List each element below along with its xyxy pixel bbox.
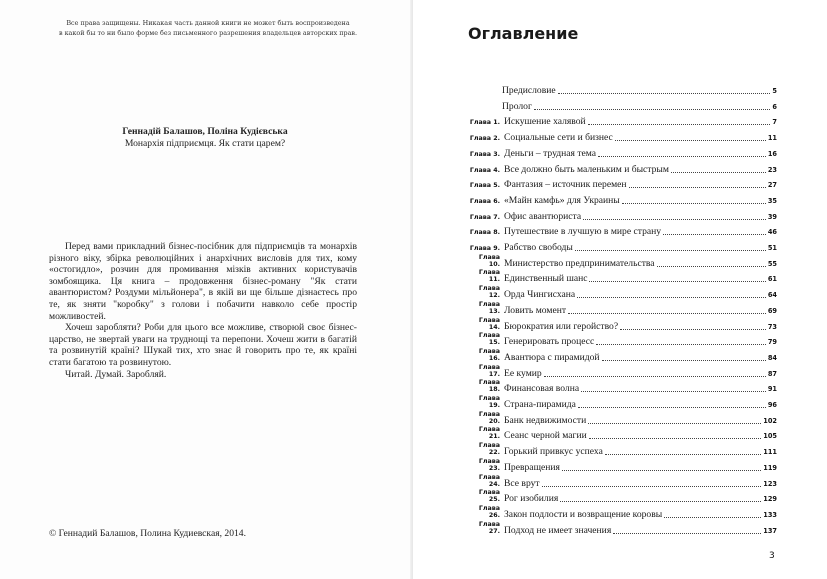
annotation-paragraph: Перед вами прикладний бізнес-посібник для підприємців та монархів різного віку, збірка революційних і анархічних висловів для тих, кому «остогидло», розчин для промивання мізків активних користувачів зомбоящика. Ця книга – продовження бізнес-роману "Як стати авантюристом? Роздуми мільйонера", в якій ви ще більше дізнаєтесь про те, як зняти "коробку" з голови і побачити навколо себе простір можливостей. bbox=[49, 241, 357, 322]
toc-entry[interactable] bbox=[466, 223, 777, 237]
toc-leader bbox=[581, 391, 766, 392]
rights-line: Все права защищены. Никакая часть данной книги не может быть воспроизведена bbox=[66, 19, 350, 27]
toc-title: Пролог bbox=[502, 100, 532, 112]
toc-leader bbox=[588, 124, 771, 125]
toc-page-number: 119 bbox=[763, 463, 777, 472]
toc-leader bbox=[562, 470, 761, 471]
toc-entry[interactable] bbox=[466, 239, 777, 253]
toc-page-number: 102 bbox=[763, 416, 777, 425]
toc-entry[interactable] bbox=[466, 475, 777, 489]
toc-entry[interactable] bbox=[466, 161, 777, 175]
toc-entry[interactable] bbox=[466, 255, 777, 269]
toc-page-number: 39 bbox=[767, 212, 777, 221]
toc-title: Единственный шанс bbox=[504, 273, 588, 285]
toc-page-number: 7 bbox=[772, 118, 777, 127]
toc-title: Закон подлости и возвращение коровы bbox=[504, 508, 663, 520]
rights-line: в какой бы то ни было форме без письменного разрешения владельцев авторских прав. bbox=[58, 29, 358, 37]
toc-leader bbox=[596, 344, 766, 345]
toc-title: Фантазия – источник перемен bbox=[504, 179, 627, 191]
toc-entry[interactable] bbox=[466, 82, 777, 96]
book-title: Монархія підприємця. Як стати царем? bbox=[124, 138, 286, 149]
toc-leader bbox=[568, 313, 766, 314]
toc-chapter-number: Глава 14. bbox=[478, 316, 500, 331]
toc-page-number: 61 bbox=[767, 275, 777, 284]
toc-title: Искушение халявой bbox=[504, 116, 586, 128]
toc-leader bbox=[671, 172, 766, 173]
toc-entry[interactable] bbox=[466, 396, 777, 410]
toc-page-number: 73 bbox=[767, 322, 777, 331]
rights-notice bbox=[38, 18, 378, 38]
toc-title: Министерство предпринимательства bbox=[504, 257, 655, 269]
toc-leader bbox=[629, 187, 766, 188]
toc-page-number: 79 bbox=[767, 338, 777, 347]
toc-page-number: 23 bbox=[767, 165, 777, 174]
toc-page-number: 69 bbox=[767, 306, 777, 315]
toc-leader bbox=[575, 250, 766, 251]
toc-chapter-number: Глава 22. bbox=[478, 442, 500, 457]
annotation-paragraph: Хочеш заробляти? Роби для цього все можливе, створюй своє бізнес-царство, не звертай уваги на труднощі та перепони. Хочеш жити в багатій та розвинутій країні? Шукай тих, хто знає й говорить про те, як країні стати багатою та розвинутою. bbox=[49, 322, 357, 368]
toc-title: Сеанс черной магии bbox=[504, 430, 587, 442]
toc-page-number: 6 bbox=[772, 102, 777, 111]
toc-page-number: 123 bbox=[763, 479, 777, 488]
toc-entry[interactable] bbox=[466, 427, 777, 441]
toc-entry[interactable] bbox=[466, 522, 777, 536]
toc-page-number: 87 bbox=[767, 369, 777, 378]
toc-leader bbox=[583, 219, 766, 220]
toc-page-number: 137 bbox=[763, 526, 777, 535]
toc-page-number: 27 bbox=[767, 181, 777, 190]
toc-chapter-number: Глава 11. bbox=[478, 269, 500, 284]
toc-entry[interactable] bbox=[466, 333, 777, 347]
toc-chapter-number: Глава 21. bbox=[478, 426, 500, 441]
toc-title: Горький привкус успеха bbox=[504, 446, 603, 458]
toc-title: Социальные сети и бизнес bbox=[504, 132, 613, 144]
toc-chapter-number: Глава 23. bbox=[478, 457, 500, 472]
toc-chapter-number: Глава 4. bbox=[469, 166, 500, 174]
toc-page-number: 46 bbox=[767, 228, 777, 237]
toc-chapter-number bbox=[466, 95, 502, 96]
toc-chapter-number: Глава 15. bbox=[478, 332, 500, 347]
toc-title: Финансовая волна bbox=[504, 383, 580, 395]
toc-title: Офис авантюриста bbox=[504, 210, 582, 222]
toc-page-number: 51 bbox=[767, 244, 777, 252]
toc-entry[interactable] bbox=[466, 349, 777, 363]
toc-chapter-number: Глава 24. bbox=[478, 473, 500, 488]
toc-title: Все должно быть маленьким и быстрым bbox=[504, 163, 669, 175]
toc-chapter-number: Глава 9. bbox=[469, 245, 500, 252]
toc-title: Предисловие bbox=[502, 85, 556, 96]
toc-leader bbox=[622, 203, 766, 204]
toc-entry[interactable] bbox=[466, 270, 777, 284]
toc-leader bbox=[663, 234, 766, 235]
toc-entry[interactable] bbox=[466, 302, 777, 316]
toc-leader bbox=[615, 140, 766, 141]
toc-chapter-number: Глава 2. bbox=[469, 135, 500, 143]
toc-page-number: 111 bbox=[763, 448, 777, 457]
toc-leader bbox=[589, 438, 761, 439]
toc-title: Банк недвижимости bbox=[504, 414, 587, 426]
toc-entry[interactable] bbox=[466, 412, 777, 426]
toc-chapter-number: Глава 5. bbox=[469, 182, 500, 190]
toc-title: Подход не имеет значения bbox=[504, 524, 612, 536]
toc-chapter-number: Глава 27. bbox=[478, 520, 500, 535]
toc-leader bbox=[578, 407, 766, 408]
copyright: © Геннадий Балашов, Полина Кудиевская, 2014. bbox=[49, 528, 246, 539]
toc-chapter-number: Глава 18. bbox=[478, 379, 500, 394]
toc-chapter-number bbox=[466, 111, 502, 112]
toc-leader bbox=[534, 109, 770, 110]
toc-entry[interactable] bbox=[466, 365, 777, 379]
toc-leader bbox=[657, 266, 766, 267]
toc-chapter-number: Глава 17. bbox=[478, 363, 500, 378]
toc-page-number: 11 bbox=[767, 134, 777, 143]
toc-title: Бюрократия или геройство? bbox=[504, 320, 619, 332]
toc-chapter-number: Глава 13. bbox=[478, 300, 500, 315]
toc-leader bbox=[542, 486, 762, 487]
toc-page-number: 133 bbox=[763, 510, 777, 519]
annotation-paragraph: Читай. Думай. Заробляй. bbox=[65, 368, 167, 380]
toc-heading: Оглавление bbox=[468, 24, 579, 43]
toc-title: Путешествие в лучшую в мире страну bbox=[504, 226, 662, 238]
page-number: 3 bbox=[769, 551, 775, 561]
toc-page-number: 91 bbox=[767, 385, 777, 394]
toc-chapter-number: Глава 7. bbox=[469, 213, 500, 221]
toc-page-number: 129 bbox=[763, 495, 777, 504]
toc-entry[interactable] bbox=[466, 113, 777, 127]
toc-entry[interactable] bbox=[466, 98, 777, 112]
toc-entry[interactable] bbox=[466, 506, 777, 520]
toc-chapter-number: Глава 20. bbox=[478, 410, 500, 425]
toc-leader bbox=[598, 156, 766, 157]
toc-page-number: 5 bbox=[772, 87, 777, 95]
toc-entry[interactable] bbox=[466, 380, 777, 394]
toc-chapter-number: Глава 1. bbox=[469, 119, 500, 127]
toc-title: Рог изобилия bbox=[504, 493, 559, 505]
toc-page-number: 55 bbox=[767, 259, 777, 268]
toc-chapter-number: Глава 12. bbox=[478, 285, 500, 300]
toc-entry[interactable] bbox=[466, 318, 777, 332]
toc-page-number: 64 bbox=[767, 291, 777, 300]
toc-chapter-number: Глава 19. bbox=[478, 395, 500, 409]
toc-leader bbox=[544, 376, 766, 377]
toc-title: Авантюра с пирамидой bbox=[504, 351, 600, 363]
toc-leader bbox=[588, 423, 761, 424]
toc-chapter-number: Глава 25. bbox=[478, 489, 500, 504]
toc-leader bbox=[664, 517, 761, 518]
toc-leader bbox=[605, 454, 761, 455]
toc-page-number: 105 bbox=[763, 432, 777, 441]
toc-title: Ее кумир bbox=[504, 367, 542, 379]
toc-page-number: 35 bbox=[767, 196, 777, 205]
toc-chapter-number: Глава 26. bbox=[478, 504, 500, 519]
toc-leader bbox=[577, 297, 766, 298]
toc-title: Орда Чингисхана bbox=[504, 289, 576, 301]
toc-entry[interactable] bbox=[466, 490, 777, 504]
toc-entry[interactable] bbox=[466, 176, 777, 190]
toc-page-number: 16 bbox=[767, 149, 777, 158]
toc-page-number: 96 bbox=[767, 401, 777, 409]
toc-chapter-number: Глава 6. bbox=[469, 197, 500, 205]
authors: Геннадій Балашов, Поліна Кудієвська bbox=[122, 126, 288, 137]
toc-chapter-number: Глава 8. bbox=[469, 229, 500, 237]
toc-title: Деньги – трудная тема bbox=[504, 147, 597, 159]
toc-entry[interactable] bbox=[466, 443, 777, 457]
toc-chapter-number: Глава 16. bbox=[478, 347, 500, 362]
toc-title: Ловить момент bbox=[504, 304, 567, 316]
toc-title: Рабство свободы bbox=[504, 242, 573, 253]
toc-title: Страна-пирамида bbox=[504, 399, 576, 410]
toc-leader bbox=[602, 360, 766, 361]
toc-entry[interactable] bbox=[466, 286, 777, 300]
toc-chapter-number: Глава 3. bbox=[469, 150, 500, 158]
toc-leader bbox=[620, 329, 766, 330]
toc-title: «Майн камфь» для Украины bbox=[504, 194, 620, 206]
left-page bbox=[0, 0, 413, 579]
toc-entry[interactable] bbox=[466, 145, 777, 159]
toc-title: Превращения bbox=[504, 461, 560, 473]
toc-leader bbox=[558, 93, 771, 94]
toc-entry[interactable] bbox=[466, 208, 777, 222]
toc-entry[interactable] bbox=[466, 459, 777, 473]
toc-title: Генерировать процесс bbox=[504, 336, 595, 348]
toc-entry[interactable] bbox=[466, 192, 777, 206]
toc-chapter-number: Глава 10. bbox=[478, 253, 500, 268]
toc-title: Все врут bbox=[504, 477, 540, 489]
toc-leader bbox=[560, 501, 761, 502]
toc-leader bbox=[613, 533, 761, 534]
toc-page-number: 84 bbox=[767, 353, 777, 362]
toc-entry[interactable] bbox=[466, 129, 777, 143]
toc-leader bbox=[589, 281, 765, 282]
annotation bbox=[49, 241, 357, 380]
